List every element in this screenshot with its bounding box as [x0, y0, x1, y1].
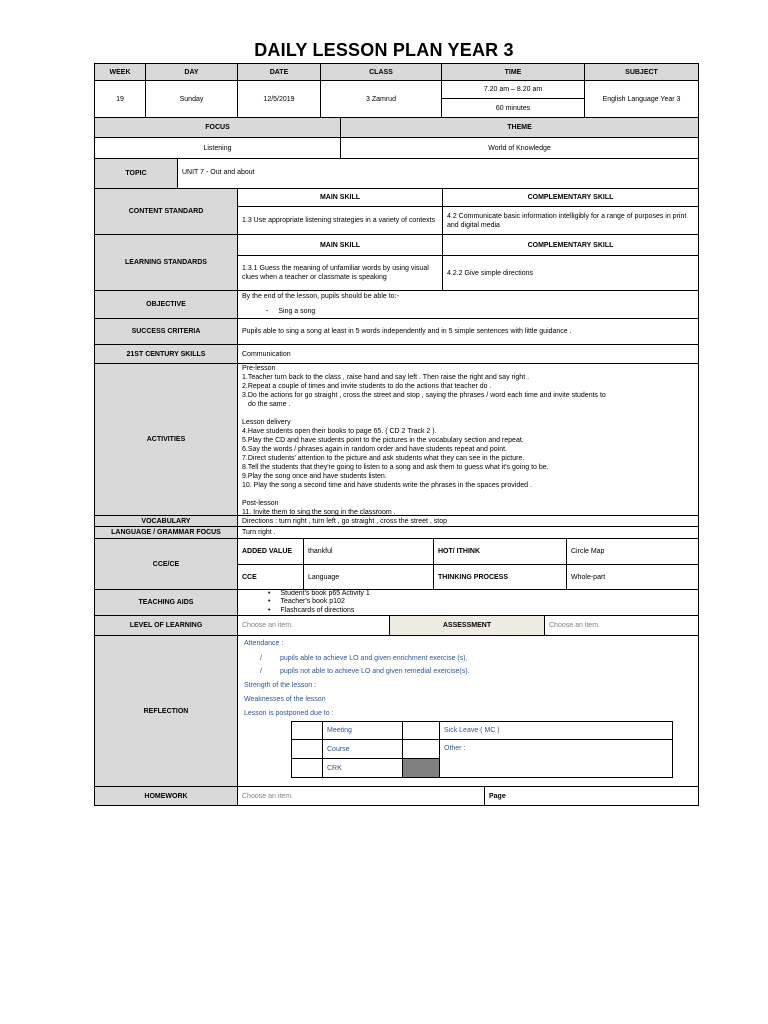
meeting-checkbox[interactable] — [291, 721, 323, 740]
objective-cell — [237, 290, 699, 319]
bullet-icon: • — [268, 606, 271, 614]
activity-line: 11. Invite them to sing the song in the classroom . — [242, 509, 396, 516]
activity-line: 7.Direct students' attention to the picture and ask students what they can see in the picture. — [242, 455, 525, 462]
learning-main-skill-label: MAIN SKILL — [237, 234, 443, 256]
duration-value: 60 minutes — [441, 98, 585, 118]
content-comp-skill: 4.2 Communicate basic information intelligibly for a range of purposes in print and digital media — [442, 206, 699, 235]
enrichment-slash: / — [260, 655, 262, 662]
day-value: Sunday — [145, 80, 238, 118]
activity-line: 10. Play the song a second time and have students write the phrases in the spaces provided . — [242, 482, 532, 489]
shaded-cell — [402, 758, 440, 778]
learning-comp-skill: 4.2.2 Give simple directions — [442, 255, 699, 291]
thinking-process-label: THINKING PROCESS — [433, 564, 567, 590]
homework-page[interactable]: Page — [484, 786, 699, 806]
content-main-skill-label: MAIN SKILL — [237, 188, 443, 207]
date-label: DATE — [237, 63, 321, 81]
activity-line: Lesson delivery — [242, 419, 291, 426]
page-title: DAILY LESSON PLAN YEAR 3 — [254, 40, 514, 60]
activities-cell — [237, 363, 699, 516]
date-value: 12/5/2019 — [237, 80, 321, 118]
time-label: TIME — [441, 63, 585, 81]
objective-item-text: Sing a song — [278, 308, 316, 315]
content-main-skill: 1.3 Use appropriate listening strategies in a variety of contexts — [237, 206, 443, 235]
vocabulary-value: Directions : turn right , turn left , go straight , cross the street , stop — [237, 515, 699, 527]
content-comp-skill-label: COMPLEMENTARY SKILL — [442, 188, 699, 207]
teaching-aids-label: TEACHING AIDS — [94, 589, 238, 616]
activity-line: 1.Teacher turn back to the class , raise hand and say left . Then raise the right and say right . — [242, 374, 530, 381]
activity-line: 8.Tell the students that they're going to listen to a song and ask them to guess what it's going to be. — [242, 464, 549, 471]
objective-label: OBJECTIVE — [94, 290, 238, 319]
activity-line: Pre-lesson — [242, 365, 276, 372]
other-checkbox[interactable] — [402, 739, 440, 759]
focus-label: FOCUS — [94, 117, 341, 138]
added-value-label: ADDED VALUE — [237, 538, 304, 565]
activity-line — [242, 490, 694, 499]
hot-value: Circle Map — [566, 538, 699, 565]
activity-line: 2.Repeat a couple of times and invite students to do the actions that teacher do . — [242, 383, 492, 390]
homework-select[interactable]: Choose an item. — [237, 786, 485, 806]
success-criteria-value: Pupils able to sing a song at least in 5 words independently and in 5 simple sentences with little guidance . — [237, 318, 699, 345]
strength-text: Strength of the lesson : — [244, 682, 316, 689]
learning-standards-label: LEARNING STANDARDS — [94, 234, 238, 291]
postponed-text: Lesson is postponed due to : — [244, 710, 334, 717]
class-label: CLASS — [320, 63, 442, 81]
cce-value: Language — [303, 564, 434, 590]
activities-label: ACTIVITIES — [94, 363, 238, 516]
objective-item — [242, 307, 694, 316]
theme-label: THEME — [340, 117, 699, 138]
activity-line: Post-lesson — [242, 500, 279, 507]
class-value: 3 Zamrud — [320, 80, 442, 118]
other-label[interactable]: Other : — [439, 739, 673, 778]
assessment-label: ASSESSMENT — [389, 615, 545, 636]
activity-line: do the same . — [248, 401, 291, 408]
course-checkbox[interactable] — [291, 739, 323, 759]
added-value: thankful — [303, 538, 434, 565]
remedial-text: pupils not able to achieve LO and given remedial exercise(s). — [280, 668, 470, 675]
meeting-label: Meeting — [322, 721, 403, 740]
activity-line: 5.Play the CD and have students point to the pictures in the vocabulary section and repeat. — [242, 437, 524, 444]
topic-label: TOPIC — [94, 158, 178, 189]
vocabulary-label: VOCABULARY — [94, 515, 238, 527]
grammar-value: Turn right . — [237, 526, 699, 539]
attendance-text: Attendance : — [244, 640, 284, 647]
crk-checkbox[interactable] — [291, 758, 323, 778]
activity-line — [242, 409, 694, 418]
course-label: Course — [322, 739, 403, 759]
content-standard-label: CONTENT STANDARD — [94, 188, 238, 235]
subject-label: SUBJECT — [584, 63, 699, 81]
activity-line: 3.Do the actions for go straight , cross the street and stop , saying the phrases / word each time and invite students to — [242, 392, 606, 399]
hot-label: HOT/ ITHINK — [433, 538, 567, 565]
learning-main-skill: 1.3.1 Guess the meaning of unfamiliar words by using visual clues when a teacher or classmate is speaking — [237, 255, 443, 291]
sick-leave-label: Sick Leave ( MC ) — [439, 721, 673, 740]
level-label: LEVEL OF LEARNING — [94, 615, 238, 636]
focus-value: Listening — [94, 137, 341, 159]
remedial-slash: / — [260, 668, 262, 675]
teaching-aid-item: • Flashcards of directions — [268, 606, 355, 614]
bullet-icon: • — [268, 598, 271, 606]
subject-value: English Language Year 3 — [584, 80, 699, 118]
activity-line: 9.Play the song once and have students listen. — [242, 473, 387, 480]
level-select[interactable]: Choose an item. — [237, 615, 390, 636]
century-skills-value: Communication — [237, 344, 699, 364]
bullet-icon: • — [268, 590, 271, 597]
objective-bullet: - — [266, 308, 269, 315]
week-label: WEEK — [94, 63, 146, 81]
thinking-process-value: Whole-part — [566, 564, 699, 590]
assessment-select[interactable]: Choose an item. — [544, 615, 699, 636]
topic-value: UNIT 7 - Out and about — [177, 158, 699, 189]
day-label: DAY — [145, 63, 238, 81]
homework-label: HOMEWORK — [94, 786, 238, 806]
crk-label: CRK — [322, 758, 403, 778]
success-criteria-label: SUCCESS CRITERIA — [94, 318, 238, 345]
weakness-text: Weaknesses of the lesson — [244, 696, 326, 703]
teaching-aids-list — [237, 589, 699, 616]
teaching-aid-item: • Teacher's book p102 — [268, 598, 345, 606]
objective-intro: By the end of the lesson, pupils should be able to:- — [242, 293, 399, 300]
time-value: 7.20 am – 8.20 am — [441, 80, 585, 99]
week-value: 19 — [94, 80, 146, 118]
grammar-label: LANGUAGE / GRAMMAR FOCUS — [94, 526, 238, 539]
century-skills-label: 21ST CENTURY SKILLS — [94, 344, 238, 364]
teaching-aid-item: • Student's book p65 Activity 1 — [268, 590, 370, 597]
enrichment-text: pupils able to achieve LO and given enrichment exercise (s). — [280, 655, 468, 662]
activity-line: 6.Say the words / phrases again in random order and have students repeat and point. — [242, 446, 508, 453]
activity-line: 4.Have students open their books to page 65. ( CD 2 Track 2 ). — [242, 428, 437, 435]
theme-value: World of Knowledge — [340, 137, 699, 159]
cce-sub-label: CCE — [237, 564, 304, 590]
cce-label: CCE/CE — [94, 538, 238, 590]
learning-comp-skill-label: COMPLEMENTARY SKILL — [442, 234, 699, 256]
reflection-label: REFLECTION — [94, 635, 238, 787]
sick-leave-checkbox[interactable] — [402, 721, 440, 740]
